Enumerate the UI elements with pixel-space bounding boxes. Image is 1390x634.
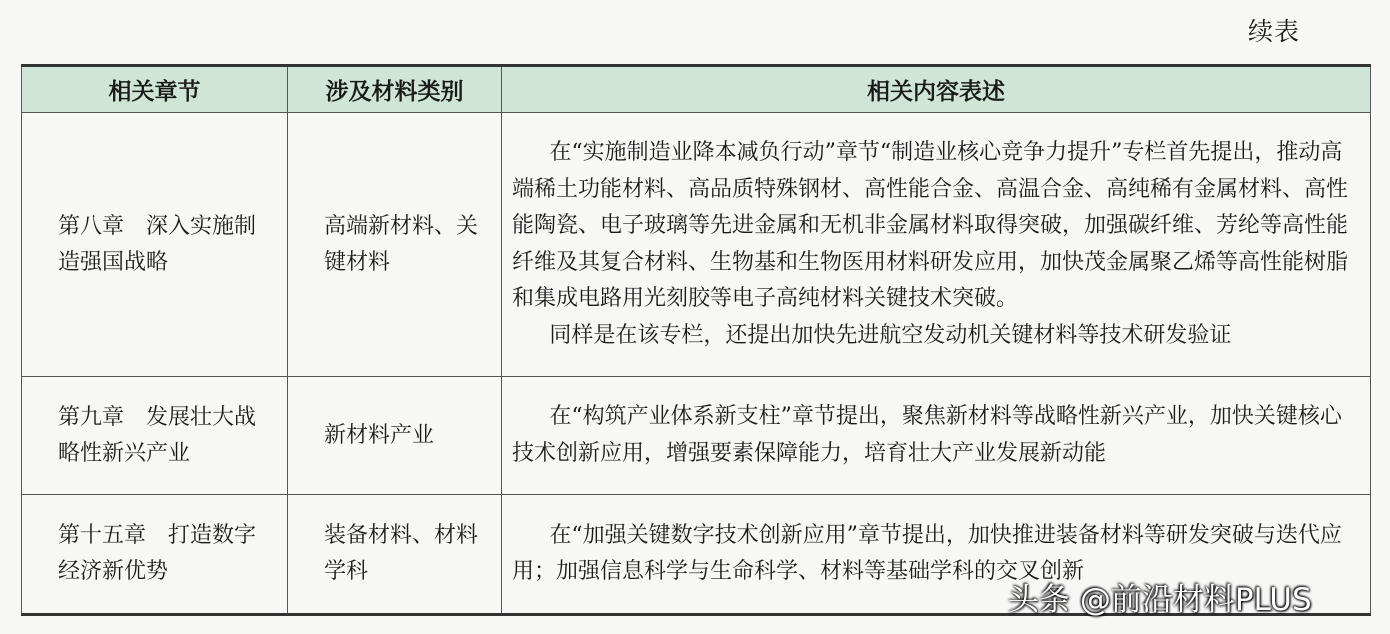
header-material-category: 涉及材料类别 [288,66,502,113]
table-row [22,113,1371,377]
content-paragraph: 同样是在该专栏，还提出加快先进航空发动机关键材料等技术研发验证 [549,322,1232,348]
category-cell: 装备材料、材料学科 [288,495,502,615]
watermark-text: 头条 @前沿材料PLUS [1008,582,1312,618]
continued-table-label: 续表 [1248,17,1301,46]
chapter-cell: 第九章 发展壮大战略性新兴产业 [22,377,288,495]
table-header-row [22,66,1371,113]
chapter-cell: 第八章 深入实施制造强国战略 [22,113,288,377]
content-cell [502,113,1371,377]
content-paragraph: 在“加强关键数字技术创新应用”章节提出，加快推进装备材料等研发突破与迭代应用；加强信息科学与生命科学、材料等基础学科的交叉创新 [512,522,1342,584]
content-cell [502,377,1371,495]
category-cell: 新材料产业 [288,377,502,495]
category-cell: 高端新材料、关键材料 [288,113,502,377]
table-row [22,377,1371,495]
content-paragraph: 在“实施制造业降本减负行动”章节“制造业核心竞争力提升”专栏首先提出，推动高端稀土功能材料、高品质特殊钢材、高性能合金、高温合金、高纯稀有金属材料、高性能陶瓷、电子玻璃等先进金属和无机非金属材料取得突破，加强碳纤维、芳纶等高性能纤维及其复合材料、生物基和生物医用材料研发应用，加快茂金属聚乙烯等高性能树脂和集成电路用光刻胶等电子高纯材料关键技术突破。 [512,140,1349,311]
header-related-content: 相关内容表述 [502,66,1371,113]
chapter-cell: 第十五章 打造数字经济新优势 [22,495,288,615]
policy-materials-table [21,64,1371,616]
header-related-chapter: 相关章节 [22,66,288,113]
content-paragraph: 在“构筑产业体系新支柱”章节提出，聚焦新材料等战略性新兴产业，加快关键核心技术创新应用，增强要素保障能力，培育壮大产业发展新动能 [512,404,1342,466]
